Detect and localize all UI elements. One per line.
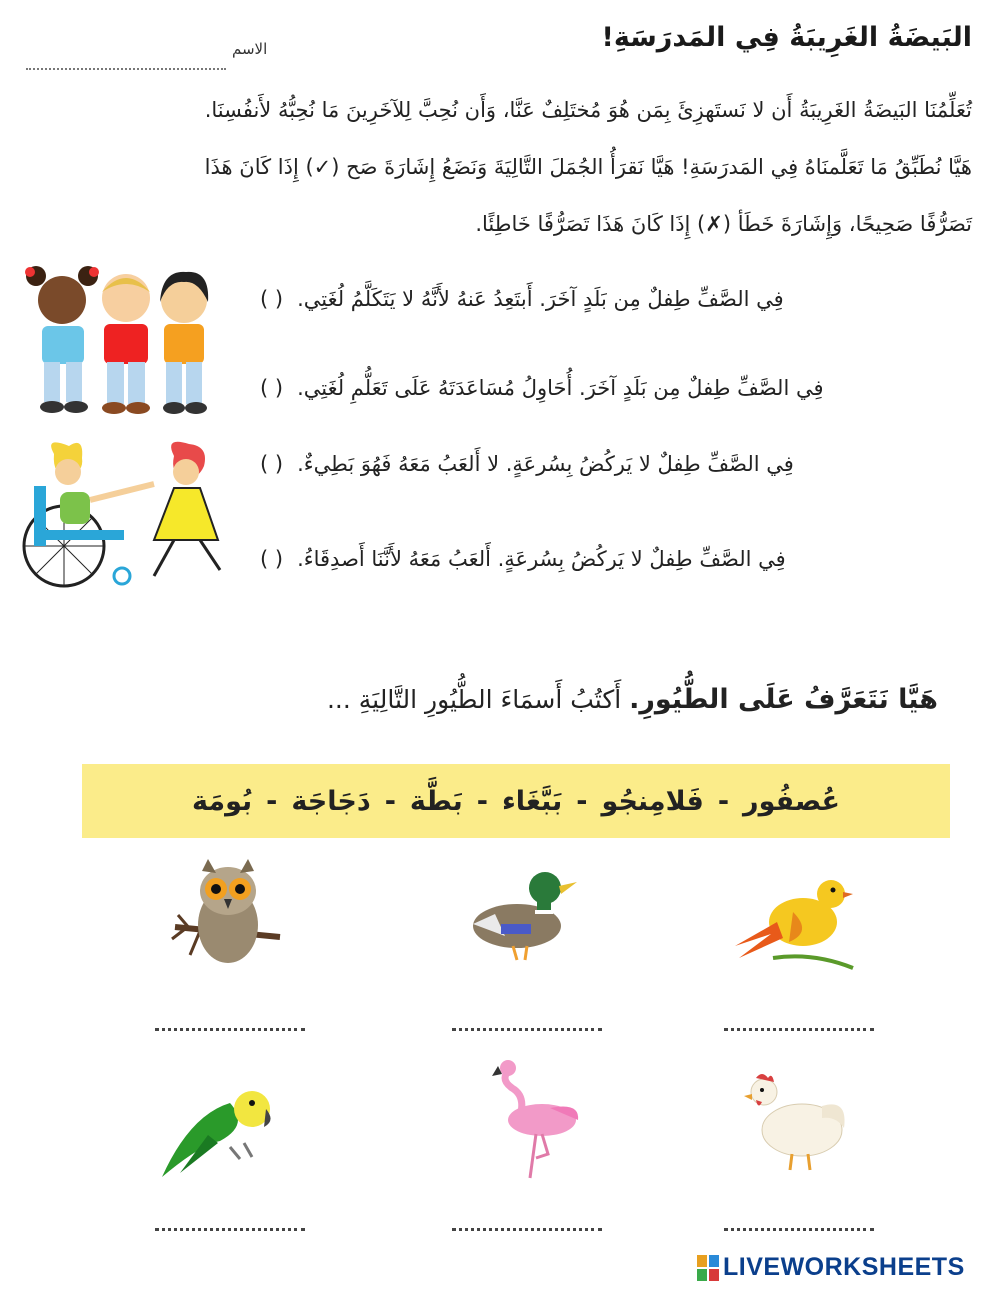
statement-row-3 <box>260 452 960 476</box>
word-separator: - <box>576 785 588 817</box>
word-bank <box>82 764 950 838</box>
answer-line-duck[interactable] <box>452 1028 602 1031</box>
answer-line-sparrow[interactable] <box>724 1028 874 1031</box>
statement-row-4 <box>260 547 960 571</box>
answer-box-4[interactable]: ( ) <box>260 547 284 571</box>
duck-image <box>465 866 580 966</box>
statement-row-1 <box>260 287 960 311</box>
birds-heading-instruction: أَكتُبُ أَسمَاءَ الطُّيُورِ التَّالِيَةِ ... <box>326 685 622 714</box>
word-separator: - <box>384 785 396 817</box>
intro-paragraph <box>22 82 972 253</box>
birds-heading-bold: هَيَّا نَتَعَرَّفُ عَلَى الطُّيُورِ. <box>629 684 938 715</box>
wheelchair-children-image <box>14 436 242 594</box>
answer-line-chicken[interactable] <box>724 1228 874 1231</box>
answer-box-3[interactable]: ( ) <box>260 452 284 476</box>
liveworksheets-logo-text: LIVEWORKSHEETS <box>723 1253 965 1281</box>
children-holding-hands-image <box>14 262 214 417</box>
birds-section-heading <box>327 684 938 715</box>
statement-2-text: فِي الصَّفِّ طِفلٌ مِن بَلَدٍ آخَرَ. أُحَاوِلُ مُسَاعَدَتَهُ عَلَى تَعَلُّمِ لُغَتِي. <box>297 376 824 400</box>
liveworksheets-logo-icon <box>697 1255 719 1281</box>
statement-4-text: فِي الصَّفِّ طِفلٌ لا يَركُضُ بِسُرعَةٍ. أَلعَبُ مَعَهُ لأَنَّنَا أَصدِقَاءُ. <box>297 547 786 571</box>
worksheet-title: البَيضَةُ الغَرِيبَةُ فِي المَدرَسَةِ! <box>601 22 972 53</box>
flamingo-image <box>490 1058 585 1183</box>
word-separator: - <box>717 785 730 817</box>
statement-3-text: فِي الصَّفِّ طِفلٌ لا يَركُضُ بِسُرعَةٍ. لا أَلعَبُ مَعَهُ فَهُوَ بَطِيءٌ. <box>297 452 794 476</box>
word-bank-item: عُصفُور <box>743 785 840 817</box>
name-input-line[interactable] <box>26 68 226 70</box>
parrot-image <box>160 1085 275 1183</box>
liveworksheets-logo <box>697 1253 965 1282</box>
answer-box-1[interactable]: ( ) <box>260 287 284 311</box>
intro-line-1: تُعَلِّمُنَا البَيضَةُ الغَرِيبَةُ أَن لا نَستَهزِئَ بِمَن هُوَ مُختَلِفٌ عَنَّا، وَأَن نُحِبَّ لِلآخَرِينَ مَا نُحِبُّهُ لأَنفُسِنَا. <box>204 98 972 122</box>
word-separator: - <box>266 785 278 817</box>
sparrow-bird-image <box>733 872 855 972</box>
answer-line-owl[interactable] <box>155 1028 305 1031</box>
word-bank-item: دَجَاجَة <box>291 785 371 817</box>
word-bank-item: فَلامِنجُو <box>601 785 704 817</box>
intro-line-2: هَيَّا نُطَبِّقُ مَا تَعَلَّمنَاهُ فِي المَدرَسَةِ! هَيَّا نَقرَأُ الجُمَلَ التَّالِيَةَ وَنَضَعُ إِشَارَةَ صَح (✓) إِذَا كَانَ هَذَا <box>204 155 972 179</box>
statement-1-text: فِي الصَّفِّ طِفلٌ مِن بَلَدٍ آخَرَ. أَبتَعِدُ عَنهُ لأَنَّهُ لا يَتَكَلَّمُ لُغَتِي. <box>297 287 784 311</box>
intro-line-3: تَصَرُّفًا صَحِيحًا، وَإِشَارَةَ خَطَأ (✗) إِذَا كَانَ هَذَا تَصَرُّفًا خَاطِئًا. <box>475 212 972 236</box>
owl-image <box>170 855 285 973</box>
chicken-image <box>742 1068 850 1174</box>
statement-row-2 <box>260 376 960 400</box>
name-label: الاسم <box>232 40 268 58</box>
word-bank-item: بُومَة <box>192 785 253 817</box>
answer-line-parrot[interactable] <box>155 1228 305 1231</box>
answer-line-flamingo[interactable] <box>452 1228 602 1231</box>
answer-box-2[interactable]: ( ) <box>260 376 284 400</box>
word-bank-item: بَبَّغَاء <box>501 785 563 817</box>
word-bank-item: بَطَّة <box>409 785 463 817</box>
word-separator: - <box>476 785 488 817</box>
